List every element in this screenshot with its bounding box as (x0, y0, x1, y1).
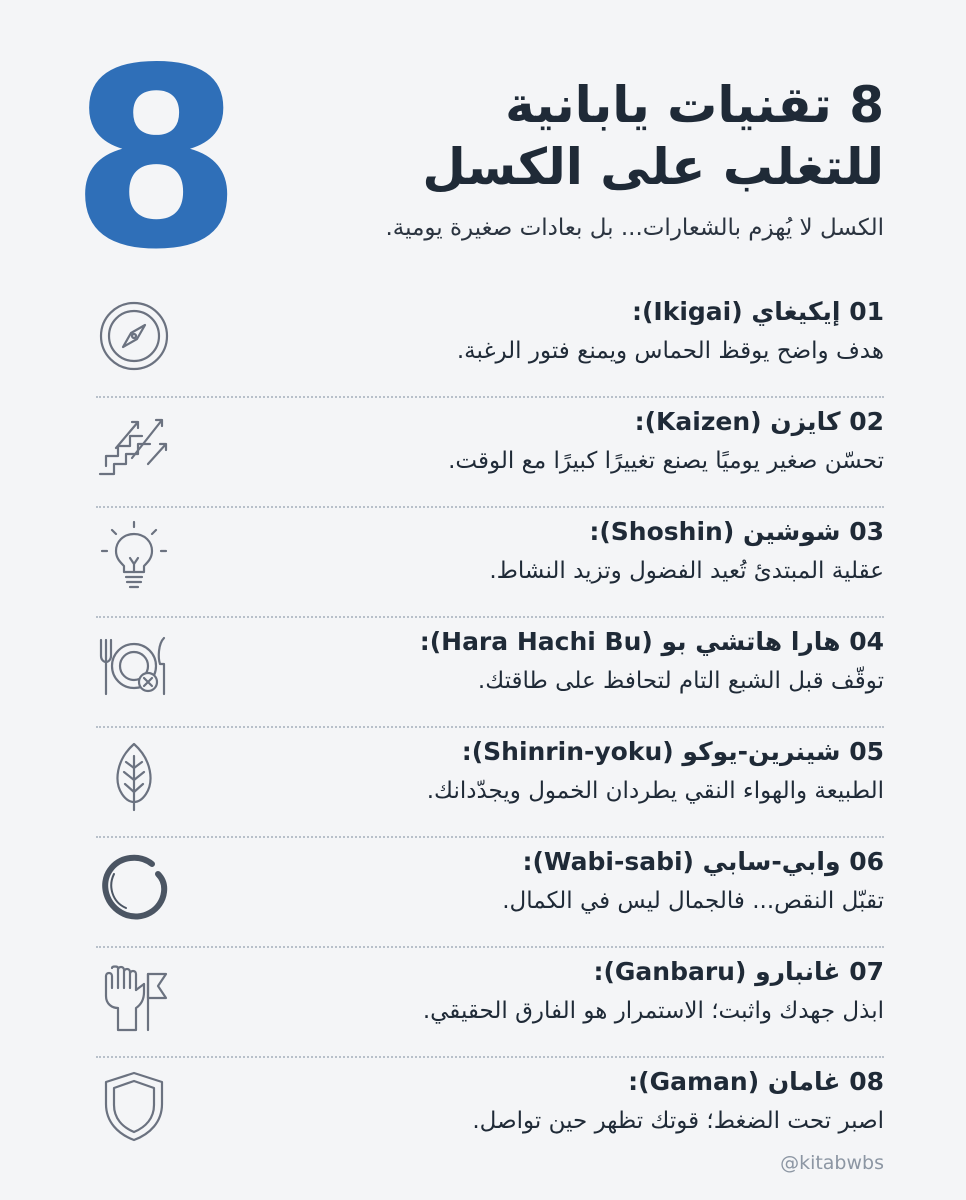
item-title: 05 شينرين-يوكو (Shinrin-yoku): (461, 737, 884, 766)
item-title: 01 إيكيغاي (Ikigai): (631, 297, 884, 326)
item-text (216, 404, 884, 478)
item-description: الطبيعة والهواء النقي يطردان الخمول ويجدّدانك. (426, 778, 884, 804)
fist-flag-icon (96, 958, 172, 1034)
item-description: اصبر تحت الضغط؛ قوتك تظهر حين تواصل. (472, 1108, 884, 1134)
list-item (96, 728, 884, 838)
shield-icon (96, 1068, 172, 1144)
title-line-2: للتغلب على الكسل (422, 138, 884, 196)
header (274, 74, 884, 244)
list-item (96, 398, 884, 508)
techniques-list (96, 288, 884, 1168)
item-title: 08 غامان (Gaman): (628, 1067, 884, 1096)
item-text (216, 844, 884, 918)
stairs-arrows-icon (96, 408, 172, 484)
list-item (96, 288, 884, 398)
item-title: 03 شوشين (Shoshin): (589, 517, 884, 546)
item-text (216, 294, 884, 368)
author-handle: @kitabwbs (780, 1152, 884, 1174)
enso-circle-icon (96, 848, 172, 924)
item-title: 04 هارا هاتشي بو (Hara Hachi Bu): (419, 627, 884, 656)
list-item (96, 948, 884, 1058)
item-title: 06 وابي-سابي (Wabi-sabi): (522, 847, 884, 876)
item-text (216, 624, 884, 698)
item-description: ابذل جهدك واثبت؛ الاستمرار هو الفارق الحقيقي. (422, 998, 884, 1024)
list-item (96, 838, 884, 948)
item-description: تقبّل النقص... فالجمال ليس في الكمال. (502, 888, 884, 914)
item-text (216, 954, 884, 1028)
big-number: 8 (70, 16, 239, 304)
leaf-icon (96, 738, 172, 814)
list-item (96, 618, 884, 728)
title-line-1: 8 تقنيات يابانية (505, 76, 884, 134)
item-text (216, 1064, 884, 1138)
list-item (96, 508, 884, 618)
compass-icon (96, 298, 172, 374)
item-text (216, 514, 884, 588)
subtitle: الكسل لا يُهزم بالشعارات... بل بعادات صغيرة يومية. (385, 215, 884, 241)
item-title: 02 كايزن (Kaizen): (634, 407, 884, 436)
item-description: تحسّن صغير يوميًا يصنع تغييرًا كبيرًا مع الوقت. (448, 448, 884, 474)
list-item (96, 1058, 884, 1168)
item-description: عقلية المبتدئ تُعيد الفضول وتزيد النشاط. (489, 558, 884, 584)
plate-cutlery-icon (96, 628, 172, 704)
item-description: هدف واضح يوقظ الحماس ويمنع فتور الرغبة. (456, 338, 884, 364)
item-description: توقّف قبل الشبع التام لتحافظ على طاقتك. (477, 668, 884, 694)
lightbulb-icon (96, 518, 172, 594)
item-text (216, 734, 884, 808)
item-title: 07 غانبارو (Ganbaru): (593, 957, 884, 986)
